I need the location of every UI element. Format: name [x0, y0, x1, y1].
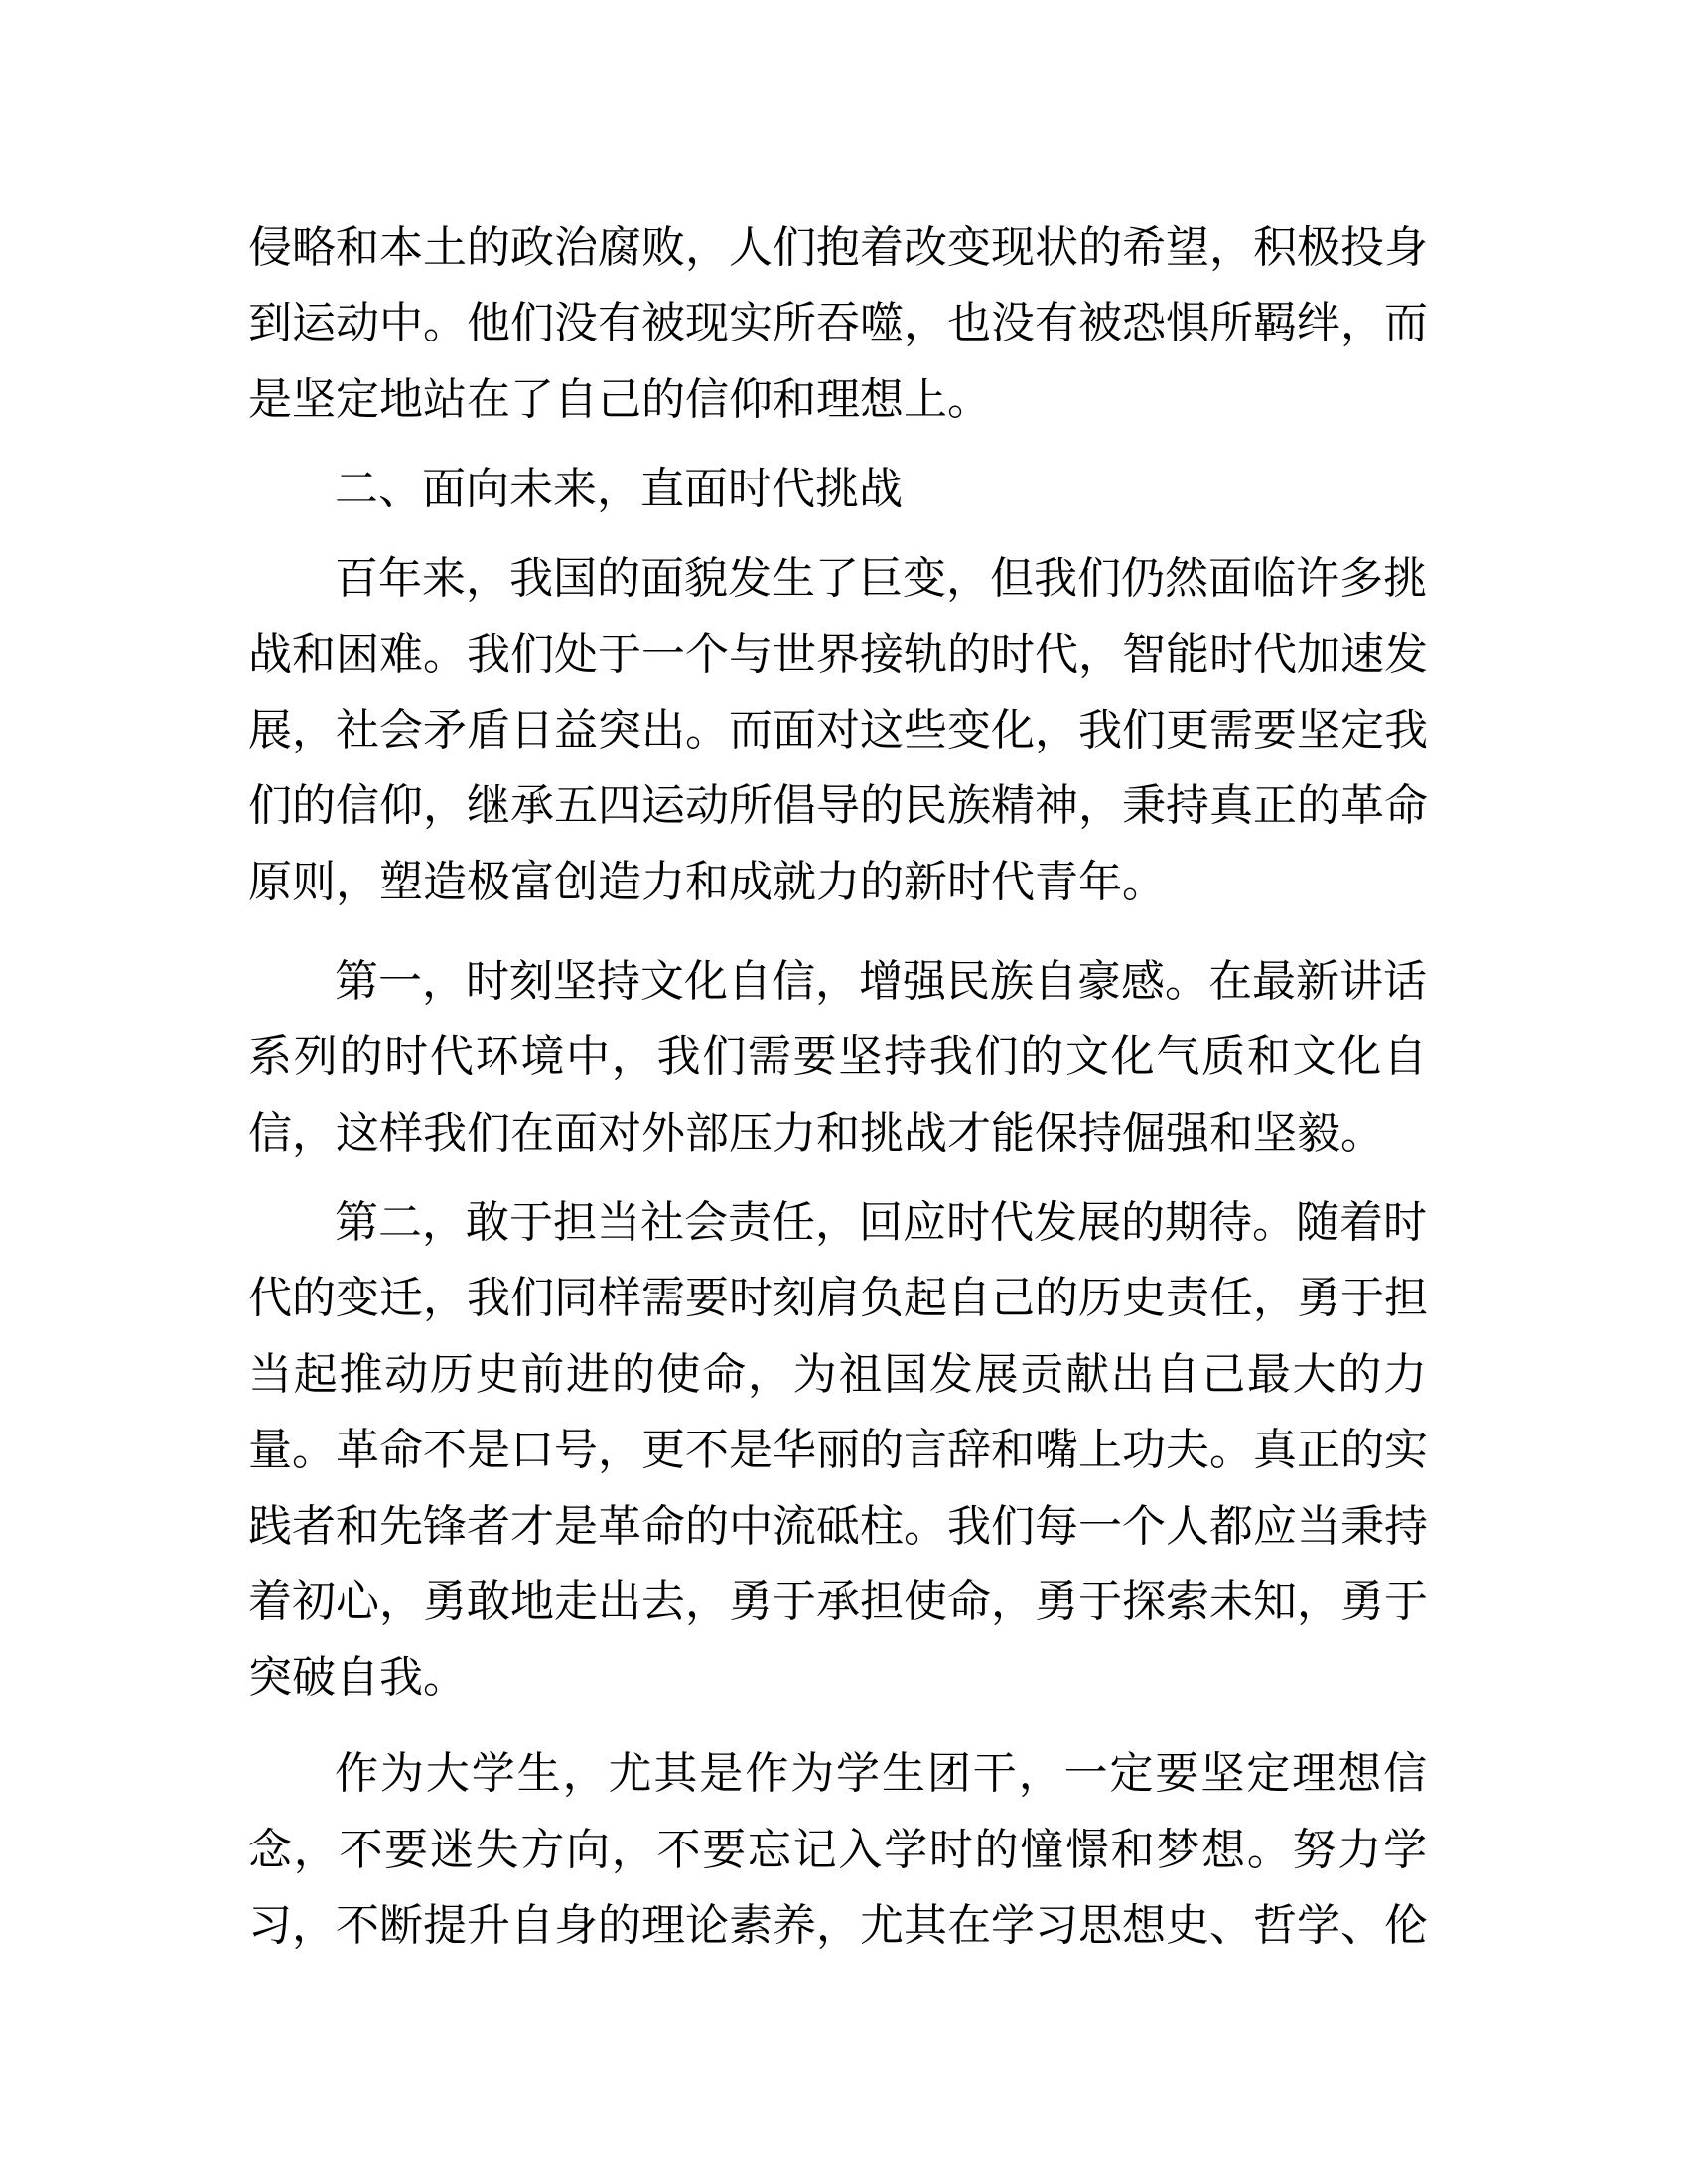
text-line: 念，不要迷失方向，不要忘记入学时的憧憬和梦想。努力学	[248, 1825, 1427, 1875]
text-line: 二、面向未来，直面时代挑战	[335, 464, 903, 514]
text-line: 量。革命不是口号，更不是华丽的言辞和嘴上功夫。真正的实	[248, 1425, 1428, 1475]
text-line: 侵略和本土的政治腐败，人们抱着改变现状的希望，积极投身	[248, 222, 1428, 273]
text-line: 着初心，勇敢地走出去，勇于承担使命，勇于探索未知，勇于	[248, 1576, 1428, 1627]
text-line: 百年来，我国的面貌发生了巨变，但我们仍然面临许多挑	[335, 553, 1427, 604]
text-line: 当起推动历史前进的使命，为祖国发展贡献出自己最大的力	[248, 1349, 1427, 1400]
text-line: 信，这样我们在面对外部压力和挑战才能保持倔强和坚毅。	[248, 1108, 1384, 1159]
text-line: 作为大学生，尤其是作为学生团干，一定要坚定理想信	[335, 1748, 1427, 1799]
text-line: 第二，敢于担当社会责任，回应时代发展的期待。随着时	[335, 1197, 1427, 1248]
text-line: 系列的时代环境中，我们需要坚持我们的文化气质和文化自	[248, 1031, 1427, 1082]
text-line: 是坚定地站在了自己的信仰和理想上。	[248, 374, 991, 425]
text-line: 展，社会矛盾日益突出。而面对这些变化，我们更需要坚定我	[248, 705, 1428, 755]
text-line: 践者和先锋者才是革命的中流砥柱。我们每一个人都应当秉持	[248, 1501, 1428, 1552]
text-line: 突破自我。	[248, 1652, 467, 1703]
text-line: 战和困难。我们处于一个与世界接轨的时代，智能时代加速发	[248, 629, 1428, 680]
text-line: 习，不断提升自身的理论素养，尤其在学习思想史、哲学、伦	[248, 1900, 1428, 1951]
text-line: 到运动中。他们没有被现实所吞噬，也没有被恐惧所羁绊，而	[248, 298, 1428, 348]
text-line: 第一，时刻坚持文化自信，增强民族自豪感。在最新讲话	[335, 956, 1427, 1007]
text-line: 原则，塑造极富创造力和成就力的新时代青年。	[248, 857, 1166, 907]
text-line: 代的变迁，我们同样需要时刻肩负起自己的历史责任，勇于担	[248, 1273, 1428, 1323]
text-line: 们的信仰，继承五四运动所倡导的民族精神，秉持真正的革命	[248, 780, 1428, 831]
